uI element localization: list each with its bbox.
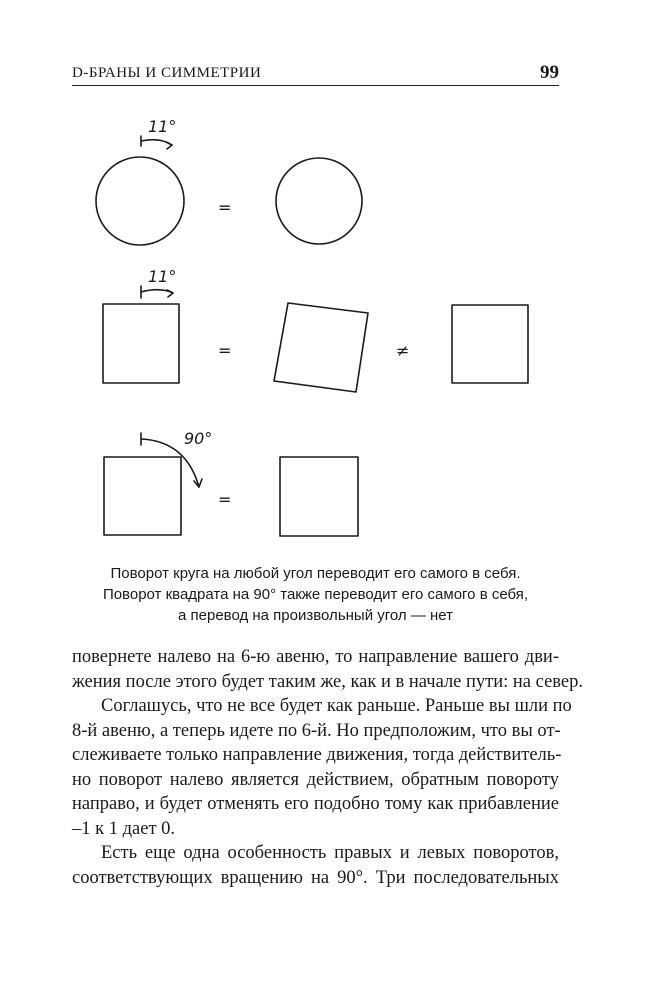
square-original [452,305,528,383]
rotation-arrow-icon [141,136,172,146]
running-title: D-БРАНЫ И СИММЕТРИИ [72,65,262,81]
rotation-label-3: 90° [184,429,213,448]
body-line: слеживаете только направление движения, тогда действитель- [72,745,562,765]
caption-line: Поворот квадрата на 90° также переводит его самого в себя, [102,586,529,603]
body-line: 8-й авеню, а теперь идете по 6-й. Но предположим, что вы от- [72,720,561,741]
page-number: 99 [540,62,559,83]
rotation-label-2: 11° [148,267,177,286]
rotation-label-1: 11° [148,117,177,136]
square-rotated [274,303,368,392]
arrow-head-icon [167,290,173,297]
arrow-head-icon [166,142,172,149]
body-line: –1 к 1 дает 0. [72,818,176,839]
body-line: но поворот налево является действием, обратным повороту [72,769,559,790]
equals-sign-3: = [218,490,232,509]
header-rule [72,85,559,86]
rotation-symmetry-figure [0,95,651,555]
equals-sign-1: = [218,198,232,217]
square-before-90 [104,457,181,535]
equals-sign-2: = [218,341,232,360]
not-equals-sign: ≠ [396,341,410,360]
caption-line: а перевод на произвольный угол — нет [178,607,453,624]
paragraph-start: Есть еще одна особенность правых и левых поворотов, [101,843,559,863]
circle-after [276,158,362,244]
square-before [103,304,179,383]
circle-before [96,157,184,245]
square-after-90 [280,457,358,536]
body-line: повернете налево на 6-ю авеню, то направление вашего дви- [72,647,559,667]
body-line: направо, и будет отменять его подобно тому как прибавление [72,794,559,814]
body-text [72,645,584,890]
figure-caption [72,563,559,626]
caption-line: Поворот круга на любой угол переводит его самого в себя. [110,565,521,582]
body-line: жения после этого будет таким же, как и в начале пути: на север. [72,671,584,692]
body-line: соответствующих вращению на 90°. Три последовательных [72,867,559,888]
paragraph-start: Соглашусь, что не все будет как раньше. Раньше вы шли по [101,696,572,716]
page-header [72,63,559,85]
